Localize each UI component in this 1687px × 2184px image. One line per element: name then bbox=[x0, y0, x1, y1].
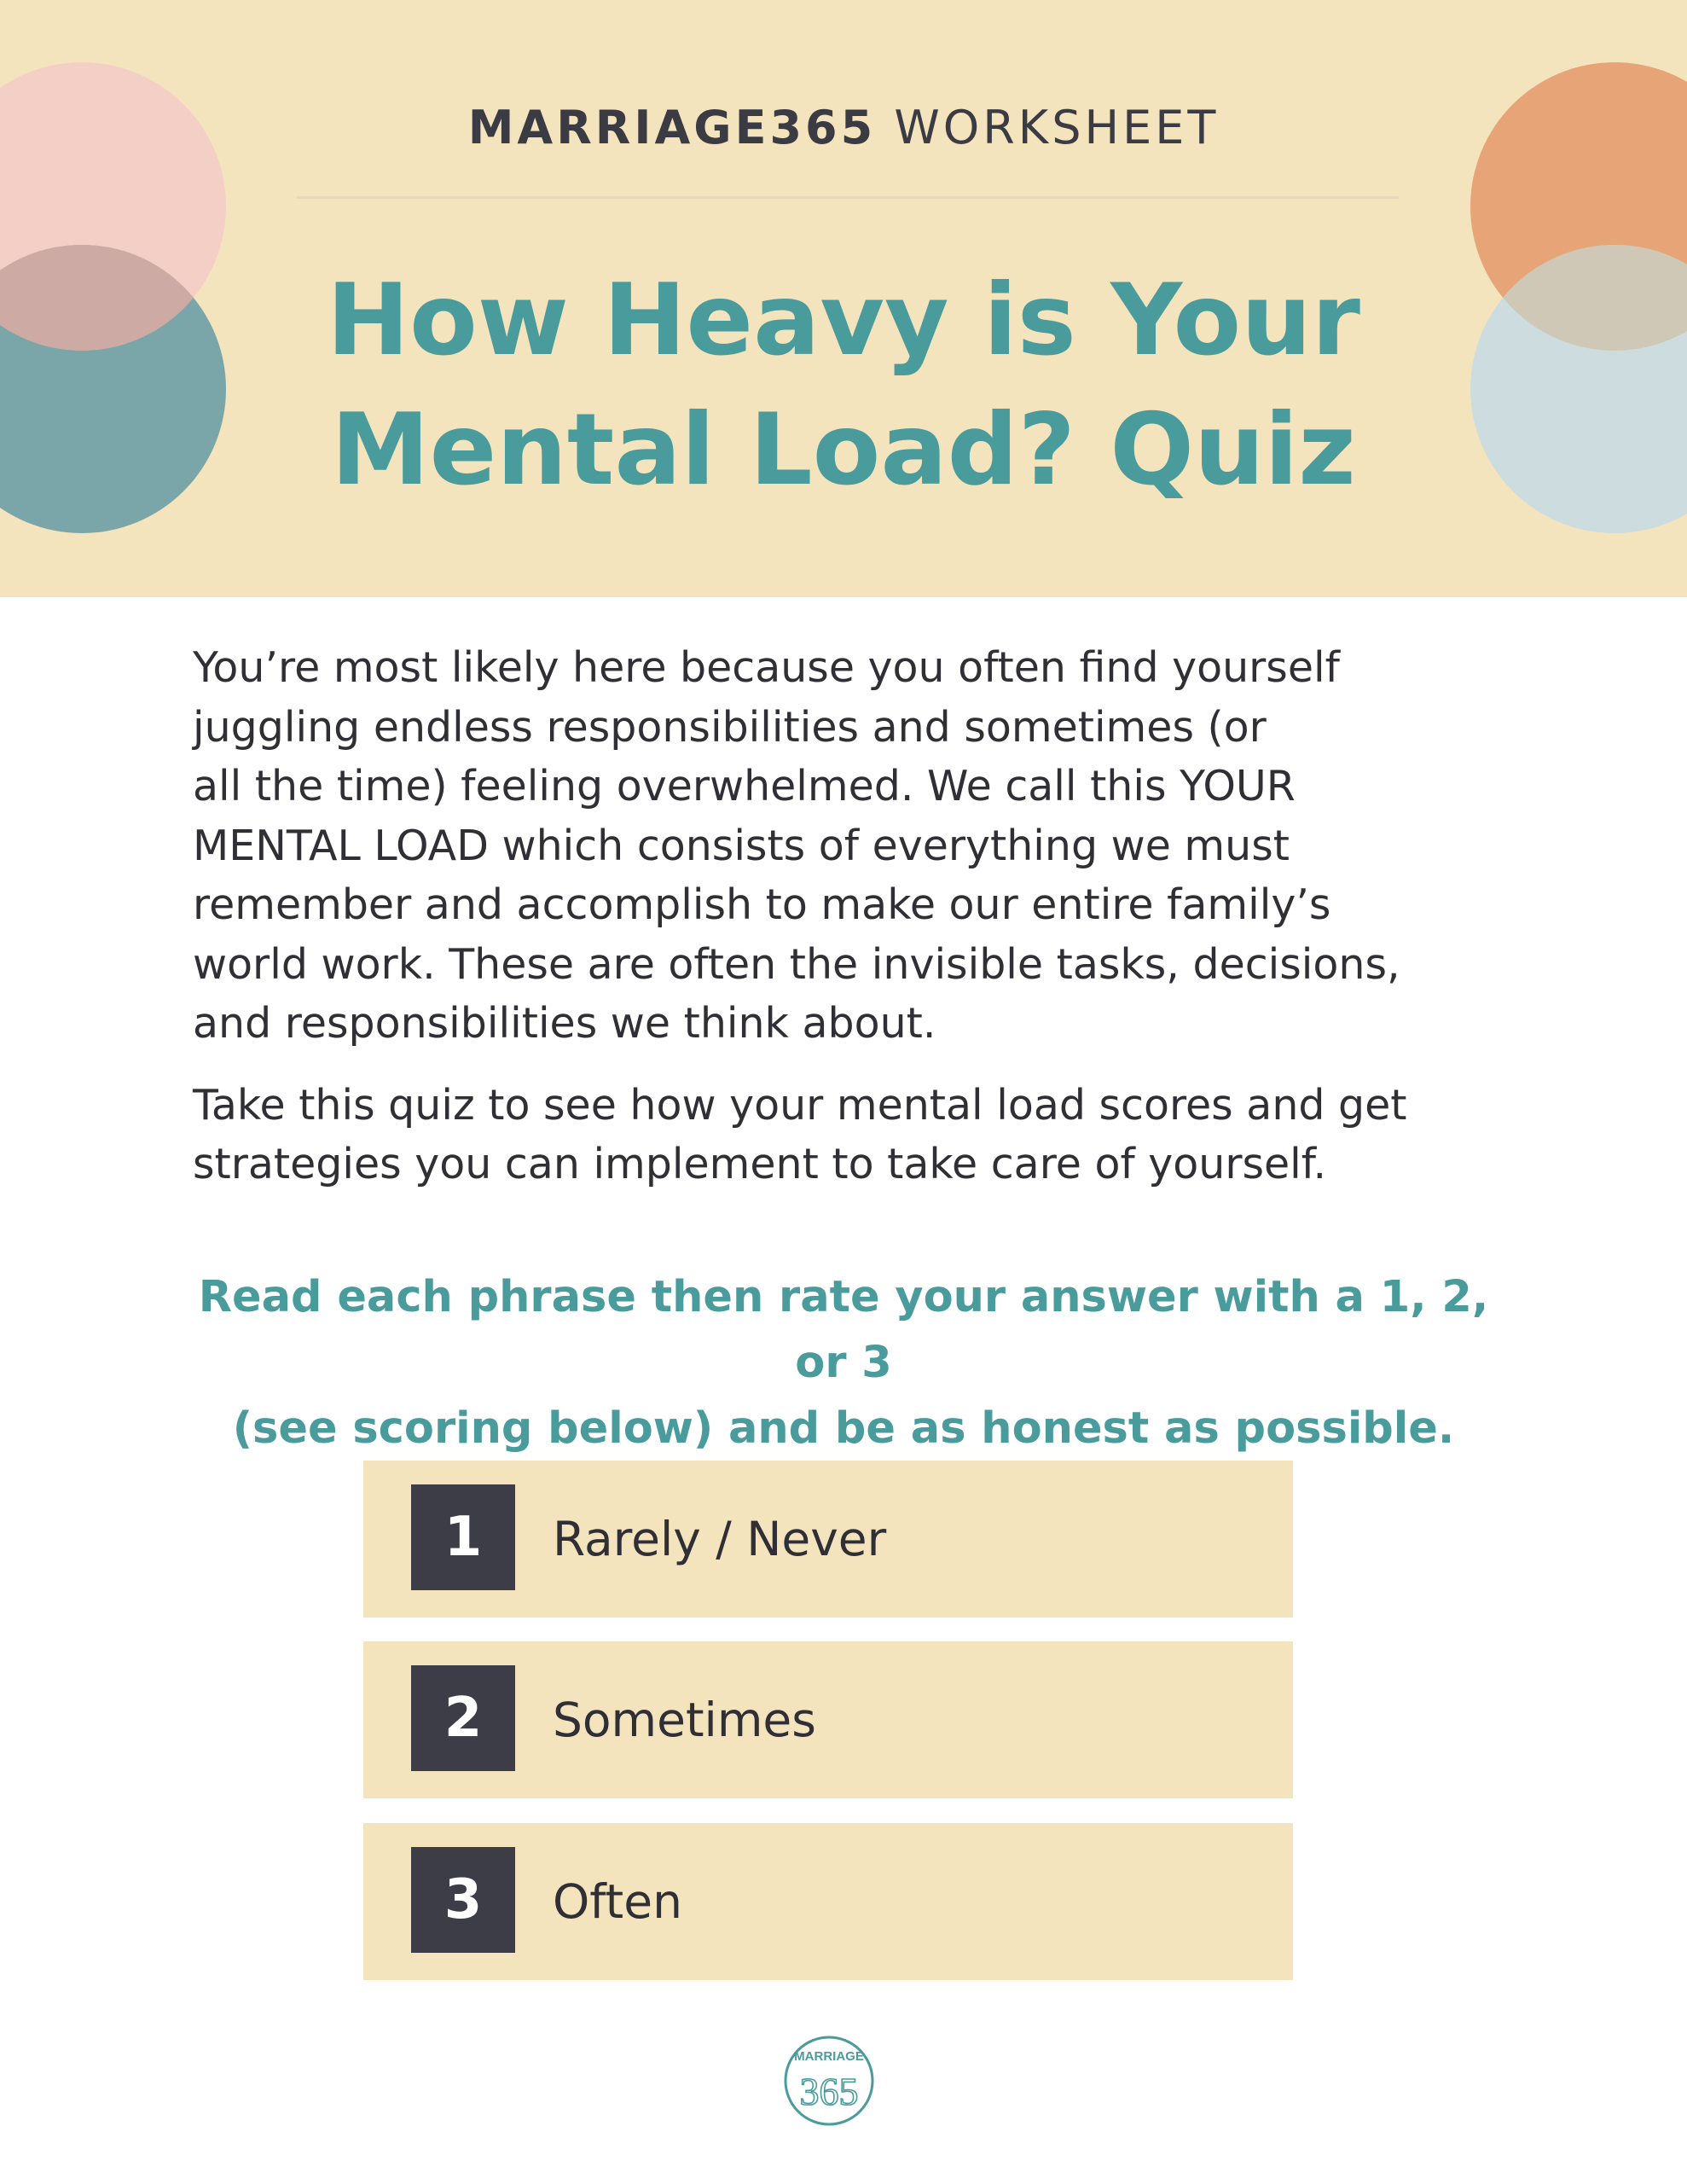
worksheet-label: WORKSHEET bbox=[894, 101, 1220, 154]
intro-paragraph-1 bbox=[193, 638, 1498, 1054]
intro-paragraph-2 bbox=[193, 1076, 1498, 1194]
worksheet-header bbox=[0, 0, 1687, 597]
intro-p1-line: all the time) feeling overwhelmed. We call this YOUR bbox=[193, 762, 1296, 810]
intro-p2-line: Take this quiz to see how your mental load scores and get bbox=[193, 1080, 1407, 1130]
title-line-1: How Heavy is Your bbox=[327, 263, 1360, 378]
score-label: Often bbox=[553, 1874, 682, 1929]
logo-text-top: MARRIAGE bbox=[794, 2049, 864, 2064]
intro-text bbox=[193, 638, 1498, 1194]
logo-text-number: 365 bbox=[799, 2070, 859, 2113]
intro-p1-line: juggling endless responsibilities and sometimes (or bbox=[193, 702, 1267, 752]
intro-p2-line: strategies you can implement to take care of yourself. bbox=[193, 1140, 1327, 1188]
instruction-line-2: (see scoring below) and be as honest as possible. bbox=[232, 1403, 1455, 1454]
score-row-2 bbox=[363, 1641, 1293, 1798]
score-number-badge: 1 bbox=[411, 1484, 515, 1590]
score-row-1 bbox=[363, 1461, 1293, 1618]
header-divider bbox=[297, 196, 1399, 199]
score-number-badge: 3 bbox=[411, 1847, 515, 1953]
intro-p1-line: world work. These are often the invisible tasks, decisions, bbox=[193, 939, 1400, 989]
brand-line bbox=[0, 101, 1687, 154]
brand-name: MARRIAGE365 bbox=[467, 101, 877, 154]
score-label: Sometimes bbox=[553, 1693, 816, 1747]
score-label: Rarely / Never bbox=[553, 1512, 887, 1566]
intro-p1-line: remember and accomplish to make our entire family’s bbox=[193, 880, 1331, 929]
score-row-3 bbox=[363, 1823, 1293, 1980]
quiz-instruction bbox=[171, 1264, 1516, 1461]
intro-p1-line: and responsibilities we think about. bbox=[193, 999, 936, 1048]
marriage365-logo bbox=[783, 2035, 875, 2127]
title-line-2: Mental Load? Quiz bbox=[331, 392, 1356, 508]
score-number-badge: 2 bbox=[411, 1665, 515, 1771]
intro-p1-line: MENTAL LOAD which consists of everything we must bbox=[193, 821, 1290, 870]
intro-p1-line: You’re most likely here because you often find yourself bbox=[193, 643, 1340, 692]
page-title bbox=[0, 256, 1687, 515]
instruction-line-1: Read each phrase then rate your answer with a 1, 2, or 3 bbox=[198, 1272, 1489, 1388]
